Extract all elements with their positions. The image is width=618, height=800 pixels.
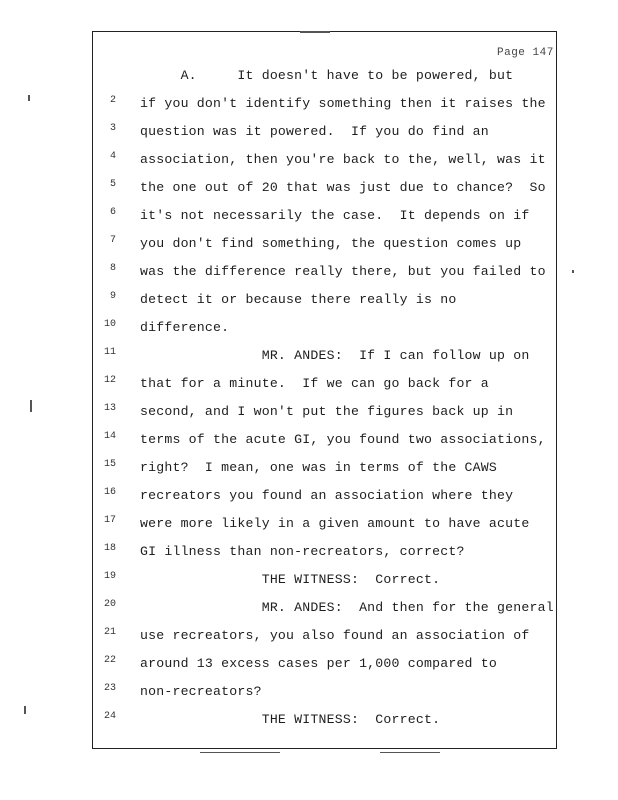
transcript-line: question was it powered. If you do find an [140, 124, 489, 139]
line-number: 7 [109, 235, 116, 246]
scan-speck [24, 706, 26, 714]
line-number: 20 [103, 599, 116, 610]
line-number: 5 [109, 179, 116, 190]
line-number: 23 [103, 683, 116, 694]
transcript-line: terms of the acute GI, you found two associations, [140, 432, 546, 447]
transcript-line: it's not necessarily the case. It depends on if [140, 208, 530, 223]
transcript-line: were more likely in a given amount to have acute [140, 516, 530, 531]
transcript-line: you don't find something, the question comes up [140, 236, 522, 251]
transcript-line: was the difference really there, but you failed to [140, 264, 546, 279]
scan-speck [30, 400, 32, 412]
line-number: 10 [103, 319, 116, 330]
transcript-line: GI illness than non-recreators, correct? [140, 544, 465, 559]
line-number: 13 [103, 403, 116, 414]
line-number: 15 [103, 459, 116, 470]
page-number: Page 147 [497, 47, 554, 59]
transcript-line: the one out of 20 that was just due to chance? So [140, 180, 546, 195]
line-number: 18 [103, 543, 116, 554]
transcript-line: around 13 excess cases per 1,000 compared to [140, 656, 498, 671]
line-number: 4 [109, 151, 116, 162]
line-number: 17 [103, 515, 116, 526]
scan-speck [28, 95, 30, 101]
transcript-line: detect it or because there really is no [140, 292, 457, 307]
transcript-line: MR. ANDES: If I can follow up on [140, 348, 530, 363]
transcript-line: MR. ANDES: And then for the general [140, 600, 554, 615]
transcript-line: if you don't identify something then it raises the [140, 96, 546, 111]
line-number: 24 [103, 711, 116, 722]
transcript-line: second, and I won't put the figures back up in [140, 404, 514, 419]
scan-speck [572, 270, 574, 273]
transcript-line: recreators you found an association where they [140, 488, 514, 503]
line-number: 12 [103, 375, 116, 386]
line-number: 14 [103, 431, 116, 442]
line-number: 21 [103, 627, 116, 638]
transcript-line: non-recreators? [140, 684, 262, 699]
line-number: 11 [103, 347, 116, 358]
scan-mark-bottom [200, 752, 280, 753]
line-number: 2 [109, 95, 116, 106]
line-number: 19 [103, 571, 116, 582]
line-number: 9 [109, 291, 116, 302]
transcript-line: difference. [140, 320, 230, 335]
transcript-line: use recreators, you also found an association of [140, 628, 530, 643]
scan-mark-top [300, 31, 330, 33]
transcript-line: that for a minute. If we can go back for a [140, 376, 489, 391]
line-number: 6 [109, 207, 116, 218]
transcript-line: right? I mean, one was in terms of the CAWS [140, 460, 498, 475]
line-number: 22 [103, 655, 116, 666]
transcript-line: THE WITNESS: Correct. [140, 572, 441, 587]
transcript-line: A. It doesn't have to be powered, but [140, 68, 514, 83]
line-number: 16 [103, 487, 116, 498]
transcript-line: THE WITNESS: Correct. [140, 712, 441, 727]
transcript-line: association, then you're back to the, well, was it [140, 152, 546, 167]
line-number: 3 [109, 123, 116, 134]
scan-mark-bottom [380, 752, 440, 753]
line-number: 8 [109, 263, 116, 274]
